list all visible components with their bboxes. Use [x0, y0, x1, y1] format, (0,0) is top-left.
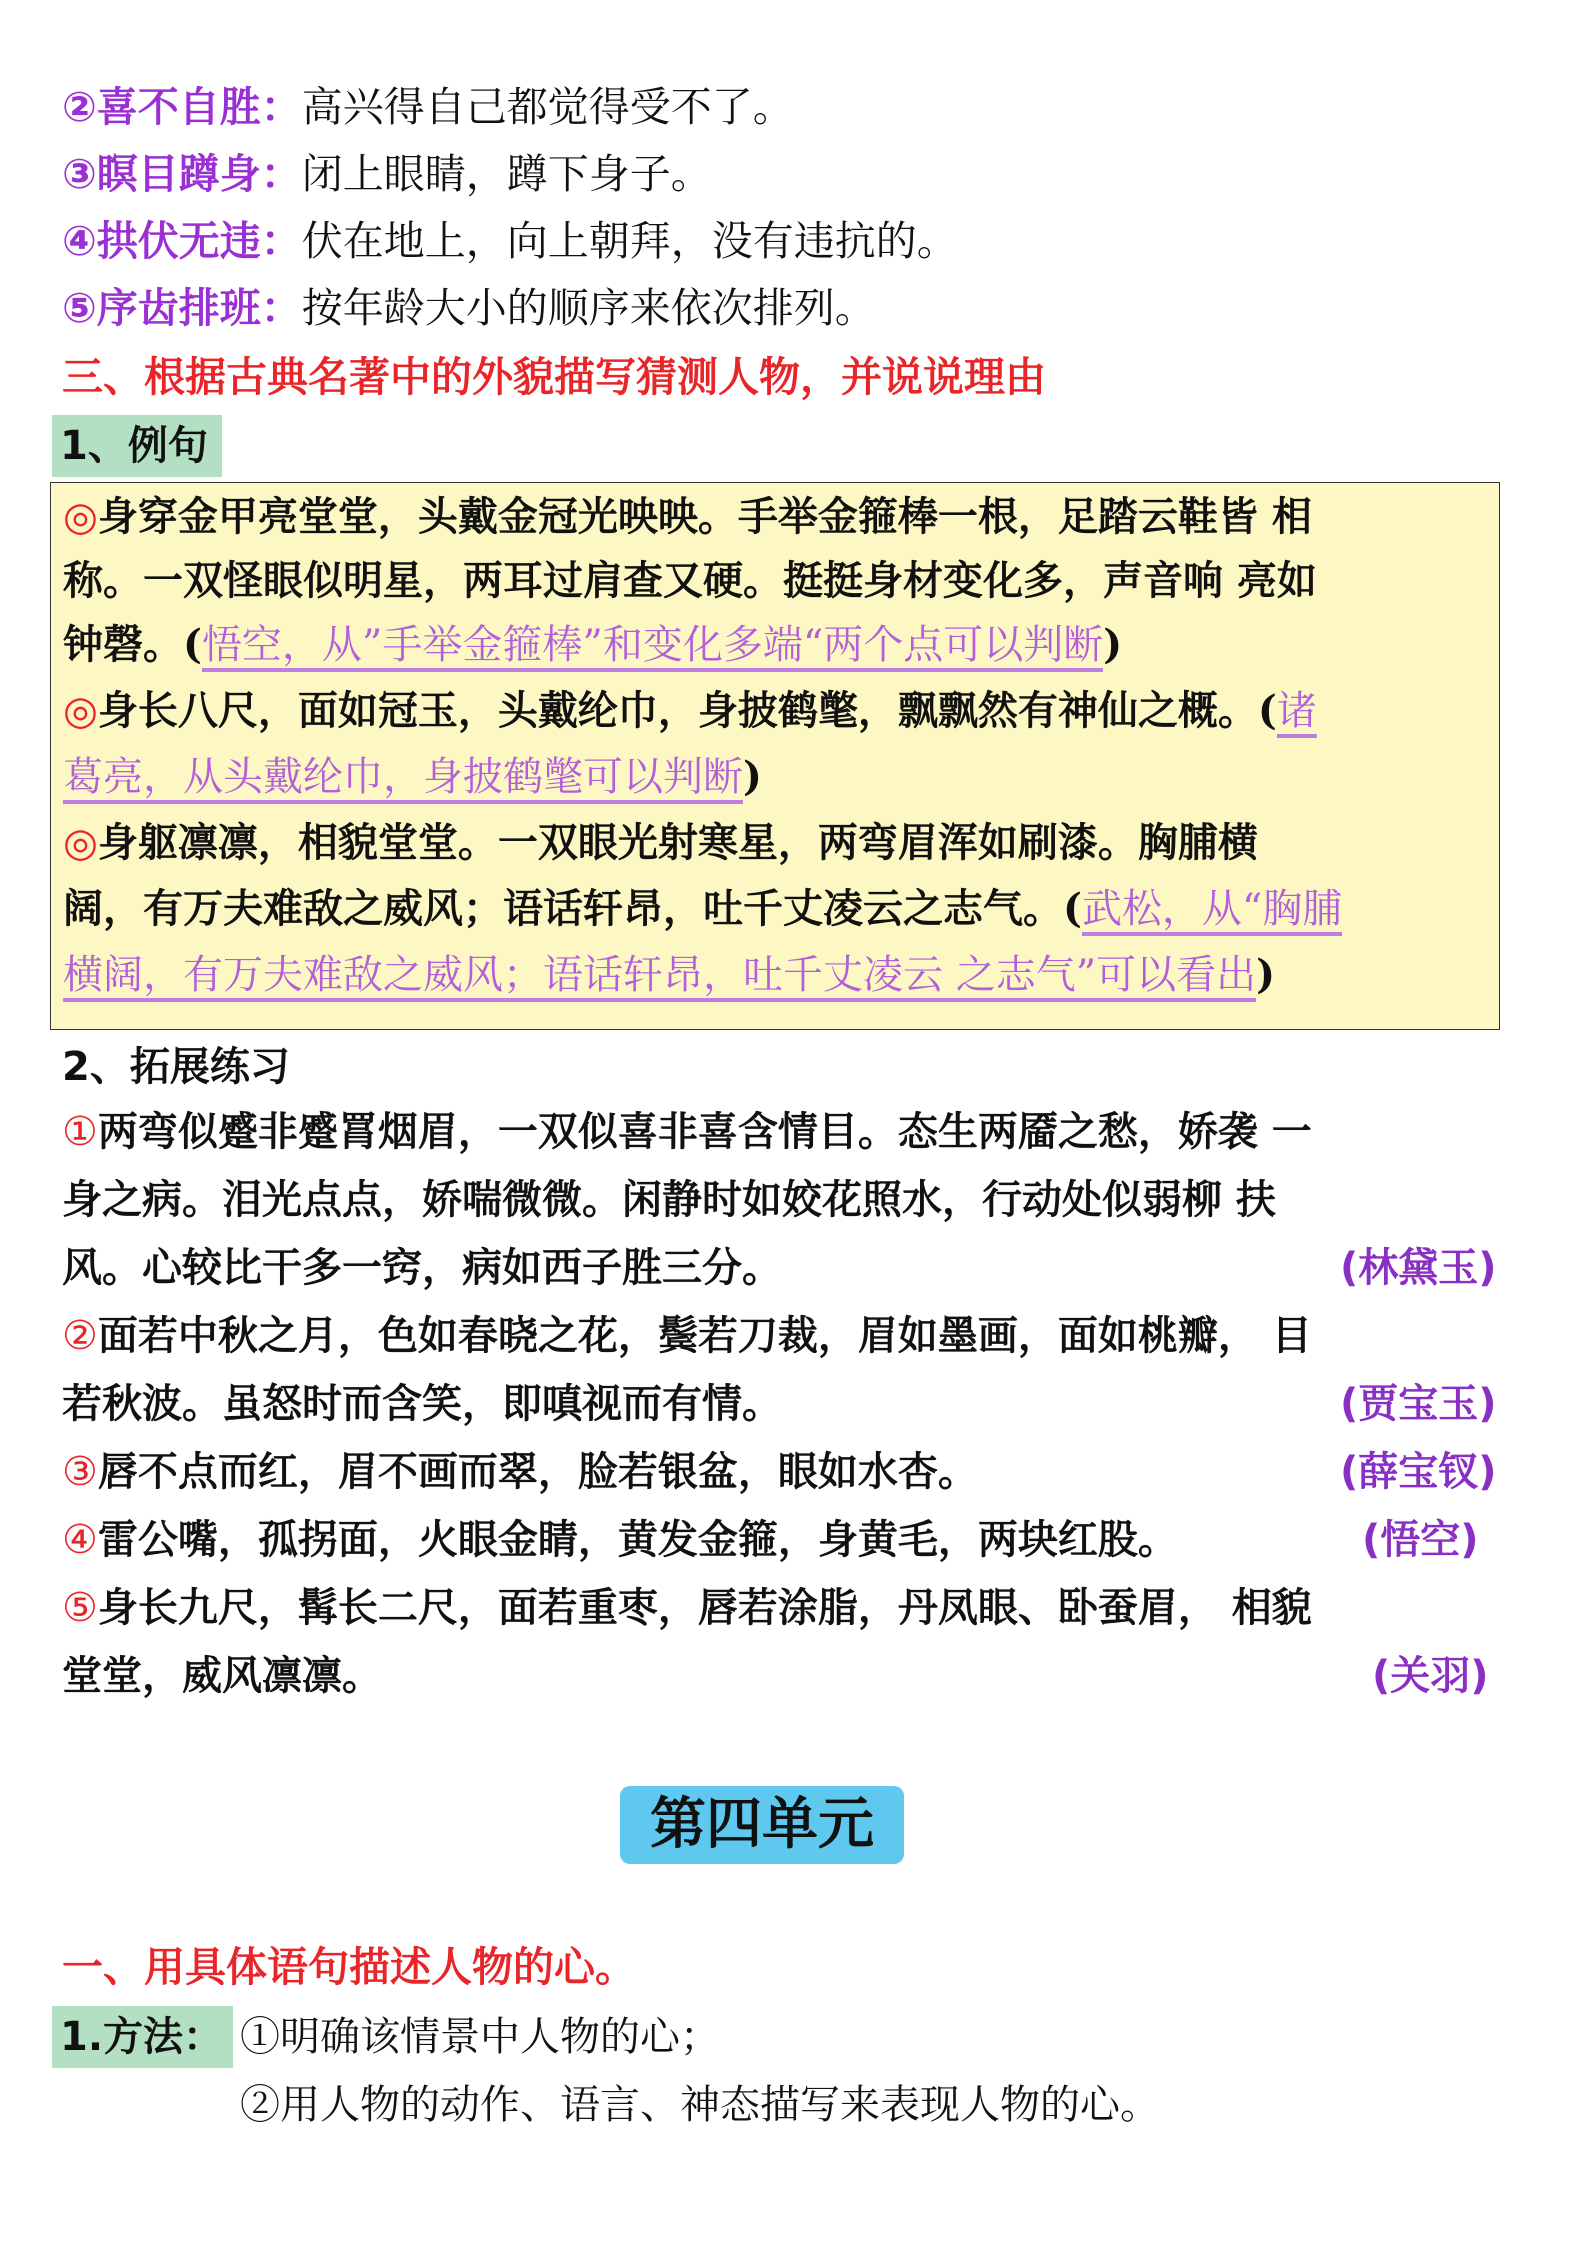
idiom-term: ⑤序齿排班： — [62, 284, 302, 332]
method-step: ②用人物的动作、语言、神态描写来表现人物的心。 — [240, 2082, 1160, 2128]
item-number: ③ — [62, 1449, 98, 1495]
practice-label: 2、拓展练习 — [62, 1044, 290, 1090]
practice-line: ②面若中秋之月，色如春晓之花，鬓若刀裁，眉如墨画，面如桃瓣， 目 — [62, 1312, 1312, 1359]
answer-text: 诸 — [1277, 688, 1317, 738]
item-number: ② — [62, 1313, 98, 1359]
idiom-term: ②喜不自胜： — [62, 83, 302, 131]
item-number: ① — [62, 1109, 98, 1155]
example-line: 横阔，有万夫难敌之威风；语话轩昂，吐千丈凌云 之志气”可以看出) — [63, 943, 1275, 1007]
bullet-icon: ◎ — [63, 687, 98, 734]
answer-text: 武松，从“胸脯 — [1082, 886, 1342, 936]
item-number: ⑤ — [62, 1585, 98, 1631]
section-heading: 一、用具体语句描述人物的心。 — [62, 1943, 636, 1991]
practice-line: ③唇不点而红，眉不画而翠，脸若银盆，眼如水杏。 — [62, 1448, 978, 1495]
idiom-line — [62, 76, 794, 138]
idiom-definition: 伏在地上，向上朝拜，没有违抗的。 — [301, 217, 958, 265]
section-heading: 三、根据古典名著中的外貌描写猜测人物，并说说理由 — [62, 353, 1046, 401]
method-step: ①明确该情景中人物的心； — [240, 2014, 720, 2060]
item-number: ④ — [62, 1517, 98, 1563]
idiom-term: ③瞑目蹲身： — [62, 150, 302, 198]
practice-line: 风。心较比干多一窍，病如西子胜三分。 — [62, 1244, 782, 1291]
idiom-line — [62, 210, 958, 272]
practice-line: 堂堂，威风凛凛。 — [62, 1652, 382, 1699]
example-line: ◎身穿金甲亮堂堂，头戴金冠光映映。手举金箍棒一根，足踏云鞋皆 相 — [63, 493, 1312, 540]
practice-line: ⑤身长九尺，髯长二尺，面若重枣，唇若涂脂，丹凤眼、卧蚕眉， 相貌 — [62, 1584, 1312, 1631]
practice-line: 若秋波。虽怒时而含笑，即嗔视而有情。 — [62, 1380, 782, 1427]
character-answer: (薛宝钗) — [1340, 1449, 1497, 1495]
idiom-definition: 高兴得自己都觉得受不了。 — [301, 83, 794, 131]
answer-text: 横阔，有万夫难敌之威风；语话轩昂，吐千丈凌云 之志气”可以看出 — [63, 952, 1256, 1002]
practice-line: 身之病。泪光点点，娇喘微微。闲静时如姣花照水，行动处似弱柳 扶 — [62, 1176, 1276, 1223]
example-line: 称。一双怪眼似明星，两耳过肩查又硬。挺挺身材变化多，声音响 亮如 — [63, 557, 1317, 604]
practice-line: ①两弯似蹙非蹙罥烟眉，一双似喜非喜含情目。态生两靥之愁，娇袭 一 — [62, 1108, 1312, 1155]
bullet-icon: ◎ — [63, 819, 98, 866]
character-answer: (林黛玉) — [1340, 1245, 1497, 1291]
answer-text: 葛亮，从头戴纶巾，身披鹤氅可以判断 — [63, 754, 743, 804]
example-line: 葛亮，从头戴纶巾，身披鹤氅可以判断) — [63, 745, 762, 809]
character-answer: (悟空) — [1362, 1517, 1479, 1563]
example-box — [50, 482, 1500, 1030]
character-answer: (贾宝玉) — [1340, 1381, 1497, 1427]
idiom-term: ④拱伏无违： — [62, 217, 302, 265]
example-line: ◎身躯凛凛，相貌堂堂。一双眼光射寒星，两弯眉浑如刷漆。胸脯横 — [63, 819, 1258, 866]
practice-line: ④雷公嘴，孤拐面，火眼金睛，黄发金箍，身黄毛，两块红股。 — [62, 1516, 1178, 1563]
example-label: 1、例句 — [52, 415, 222, 477]
unit-title: 第四单元 — [620, 1786, 904, 1864]
answer-text: 悟空，从”手举金箍棒”和变化多端“两个点可以判断 — [202, 622, 1103, 672]
idiom-line — [62, 277, 876, 339]
example-line: 阔，有万夫难敌之威风；语话轩昂，吐千丈凌云之志气。(武松，从“胸脯 — [63, 877, 1342, 941]
example-line: 钟磬。(悟空，从”手举金箍棒”和变化多端“两个点可以判断) — [63, 613, 1122, 677]
idiom-line — [62, 143, 712, 205]
method-label: 1.方法： — [52, 2006, 233, 2068]
example-line: ◎身长八尺，面如冠玉，头戴纶巾，身披鹤氅，飘飘然有神仙之概。(诸 — [63, 679, 1317, 743]
idiom-definition: 按年龄大小的顺序来依次排列。 — [301, 284, 876, 332]
idiom-definition: 闭上眼睛，蹲下身子。 — [301, 150, 712, 198]
bullet-icon: ◎ — [63, 493, 98, 540]
character-answer: (关羽) — [1372, 1653, 1489, 1699]
